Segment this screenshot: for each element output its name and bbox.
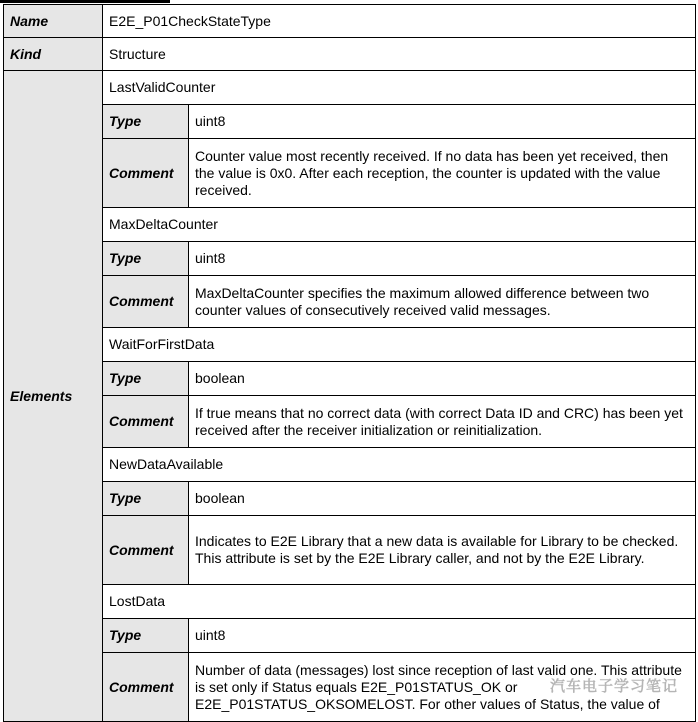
element-comment: Number of data (messages) lost since reception of last valid one. This attribute is set only if Status equals E2E_P01STATUS_OK or E2E_P01STATUS_OKSOMELOST. For other values of Status, the value of	[189, 653, 696, 722]
element-comment: MaxDeltaCounter specifies the maximum allowed difference between two counter values of consecutively received valid messages.	[189, 276, 696, 328]
type-label: Type	[103, 482, 189, 516]
element-row	[4, 208, 696, 242]
comment-label: Comment	[103, 396, 189, 448]
element-name: WaitForFirstData	[103, 328, 696, 362]
name-row	[4, 5, 696, 38]
name-value: E2E_P01CheckStateType	[103, 5, 696, 38]
element-type-row	[4, 105, 696, 139]
element-row	[4, 448, 696, 482]
element-name: LostData	[103, 585, 696, 619]
element-type: uint8	[189, 619, 696, 653]
element-row	[4, 585, 696, 619]
element-type-row	[4, 619, 696, 653]
element-comment-row	[4, 396, 696, 448]
element-comment: Counter value most recently received. If no data has been yet received, then the value is 0x0. After each reception, the counter is updated with the value received.	[189, 139, 696, 208]
type-label: Type	[103, 362, 189, 396]
type-definition-table	[3, 4, 696, 722]
comment-label: Comment	[103, 653, 189, 722]
element-comment-row	[4, 516, 696, 585]
element-name: NewDataAvailable	[103, 448, 696, 482]
element-row	[4, 71, 696, 105]
watermark: 汽车电子学习笔记	[549, 678, 678, 695]
type-label: Type	[103, 242, 189, 276]
element-type-row	[4, 242, 696, 276]
element-comment-row	[4, 276, 696, 328]
type-label: Type	[103, 619, 189, 653]
element-type-row	[4, 362, 696, 396]
element-comment-row	[4, 139, 696, 208]
element-type: uint8	[189, 242, 696, 276]
kind-row	[4, 38, 696, 71]
comment-label: Comment	[103, 139, 189, 208]
kind-label: Kind	[4, 38, 103, 71]
element-comment: If true means that no correct data (with correct Data ID and CRC) has been yet received after the receiver initialization or reinitialization.	[189, 396, 696, 448]
element-type: boolean	[189, 362, 696, 396]
element-name: MaxDeltaCounter	[103, 208, 696, 242]
type-label: Type	[103, 105, 189, 139]
element-row	[4, 328, 696, 362]
element-name: LastValidCounter	[103, 71, 696, 105]
kind-value: Structure	[103, 38, 696, 71]
comment-label: Comment	[103, 516, 189, 585]
comment-label: Comment	[103, 276, 189, 328]
elements-label: Elements	[4, 71, 103, 722]
element-type: uint8	[189, 105, 696, 139]
element-comment: Indicates to E2E Library that a new data is available for Library to be checked. This attribute is set by the E2E Library caller, and not by the E2E Library.	[189, 516, 696, 585]
element-type: boolean	[189, 482, 696, 516]
element-type-row	[4, 482, 696, 516]
name-label: Name	[4, 5, 103, 38]
